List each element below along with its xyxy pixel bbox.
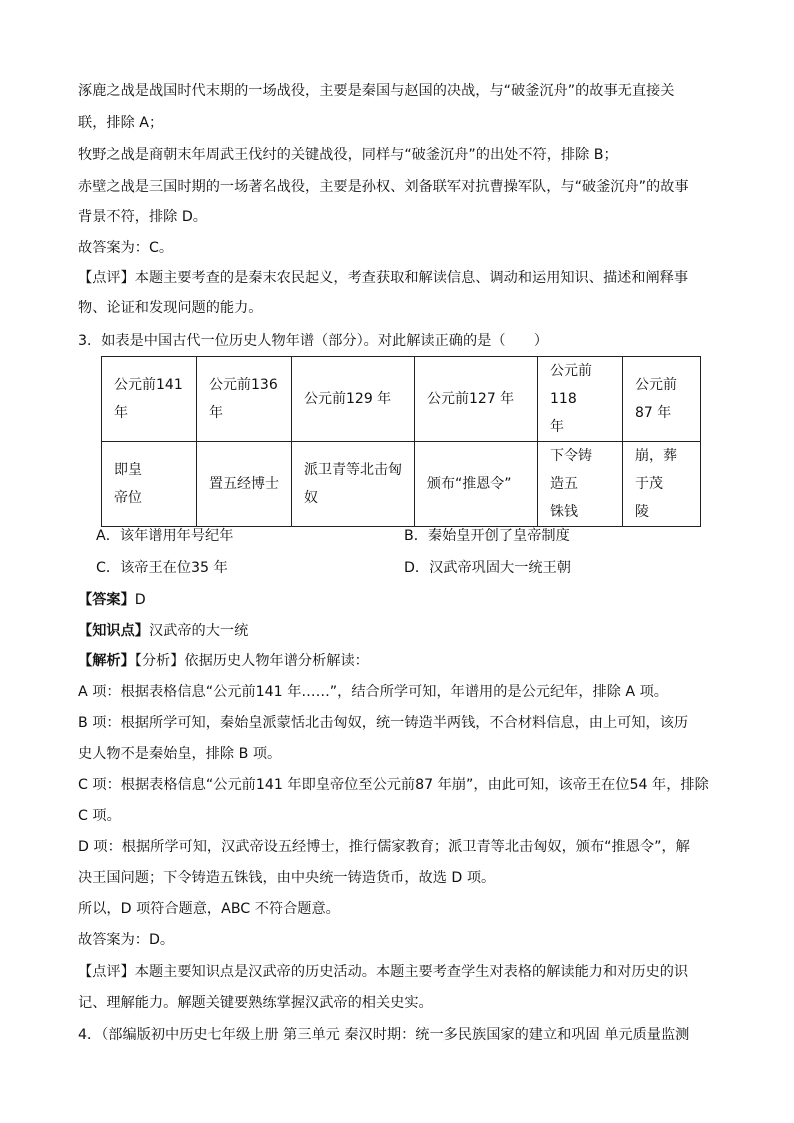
option-c: C．该帝王在位35 年 (96, 560, 228, 576)
knowledge-line (78, 621, 248, 641)
analysis-line: C 项：根据表格信息“公元前141 年即皇帝位至公元前87 年崩”，由此可知，该帝王在位54 年，排除 (78, 777, 709, 793)
answer-line: 故答案为：C。 (78, 240, 174, 256)
analysis-line: D 项：根据所学可知，汉武帝设五经博士，推行儒家教育；派卫青等北击匈奴，颁布“推恩令”，解 (78, 839, 690, 855)
question-stem: 4．（部编版初中历史七年级上册 第三单元 秦汉时期：统一多民族国家的建立和巩固 单元质量监测 (78, 1027, 690, 1043)
analysis-head: 【分析】依据历史人物年谱分析解读： (134, 653, 369, 669)
answer-tag: 【答案】 (78, 592, 135, 608)
comment-line: 物、论证和发现问题的能力。 (78, 300, 263, 316)
analysis-line: 涿鹿之战是战国时代末期的一场战役，主要是秦国与赵国的决战，与“破釜沉舟”的故事无直接关 (78, 83, 675, 99)
analysis-line: C 项。 (78, 808, 121, 824)
analysis-line: 牧野之战是商朝末年周武王伐纣的关键战役，同样与“破釜沉舟”的出处不符，排除 B； (78, 147, 618, 163)
analysis-line: 背景不符，排除 D。 (78, 209, 207, 225)
analysis-line: 赤壁之战是三国时期的一场著名战役，主要是孙权、刘备联军对抗曹操军队，与“破釜沉舟”的故事 (78, 179, 689, 195)
table-cell: 派卫青等北击匈 奴 (292, 442, 415, 527)
table-row (102, 442, 701, 527)
table-cell: 公元前118 年 (538, 357, 623, 442)
analysis-line: A 项：根据表格信息“公元前141 年……”，结合所学可知，年谱用的是公元纪年，排除 A 项。 (78, 684, 668, 700)
knowledge-tag: 【知识点】 (78, 623, 149, 639)
analysis-line: 所以，D 项符合题意，ABC 不符合题意。 (78, 901, 340, 917)
analysis-line: 决王国问题；下令铸造五铢钱，由中央统一铸造货币，故选 D 项。 (78, 870, 496, 886)
table-row (102, 357, 701, 442)
analysis-line: 联，排除 A； (78, 115, 164, 131)
answer-value: D (134, 592, 146, 608)
table-cell: 公元前136 年 (197, 357, 292, 442)
chronology-table (101, 356, 701, 527)
knowledge-value: 汉武帝的大一统 (148, 623, 249, 639)
table-cell: 颁布“推恩令” (415, 442, 538, 527)
option-a: A．该年谱用年号纪年 (96, 528, 234, 544)
analysis-head-line (78, 651, 369, 671)
table-cell: 公元前141 年 (102, 357, 197, 442)
table-cell: 公元前129 年 (292, 357, 415, 442)
comment-line: 【点评】本题主要考查的是秦末农民起义，考查获取和解读信息、调动和运用知识、描述和阐释事 (78, 270, 689, 286)
comment-line: 记、理解能力。解题关键要熟练掌握汉武帝的相关史实。 (78, 995, 433, 1011)
analysis-line: 故答案为：D。 (78, 932, 175, 948)
analysis-tag: 【解析】 (78, 653, 135, 669)
table-cell: 崩，葬于茂 陵 (623, 442, 701, 527)
analysis-line: 史人物不是秦始皇，排除 B 项。 (78, 746, 282, 762)
table-cell: 置五经博士 (197, 442, 292, 527)
table-cell: 公元前127 年 (415, 357, 538, 442)
table-cell: 下令铸 造五 铢钱 (538, 442, 623, 527)
analysis-line: B 项：根据所学可知，秦始皇派蒙恬北击匈奴，统一铸造半两钱，不合材料信息，由上可知，该历 (78, 715, 689, 731)
option-d: D．汉武帝巩固大一统王朝 (404, 560, 571, 576)
table-cell: 公元前87 年 (623, 357, 701, 442)
question-stem: 3．如表是中国古代一位历史人物年谱（部分）。对此解读正确的是（ ） (78, 333, 549, 349)
comment-line: 【点评】本题主要知识点是汉武帝的历史活动。本题主要考查学生对表格的解读能力和对历史的识 (78, 964, 689, 980)
answer-line (78, 590, 146, 610)
option-b: B．秦始皇开创了皇帝制度 (404, 528, 570, 544)
table-cell: 即皇 帝位 (102, 442, 197, 527)
